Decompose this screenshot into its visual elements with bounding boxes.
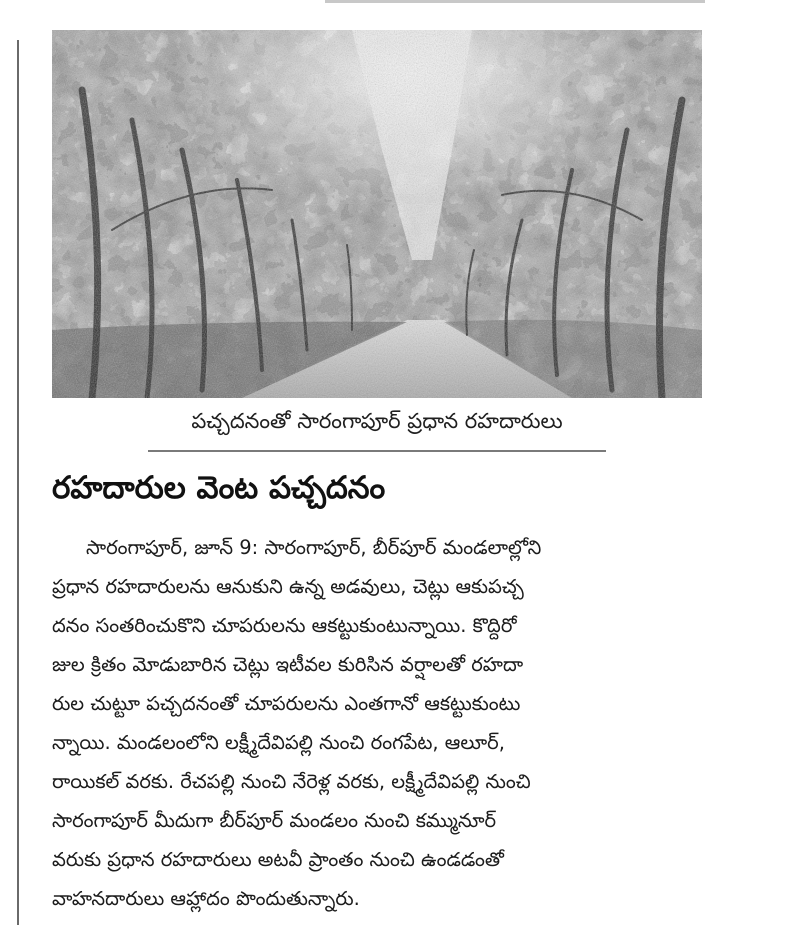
article-headline: రహదారుల వెంట పచ్చదనం [52,470,386,506]
body-line: ప్రధాన రహదారులను ఆనుకుని ఉన్న అడవులు, చెట్లు ఆకుపచ్చ [52,575,524,598]
forest-road-photo-art [52,30,702,398]
body-line: సారంగాపూర్ మీదుగా బీర్‌పూర్ మండలం నుంచి కమ్మునూర్ [52,809,497,832]
caption-divider [148,450,606,452]
body-line: రుల చుట్టూ పచ్చదనంతో చూపరులను ఎంతగానో ఆకట్టుకుంటు [52,692,521,715]
forest-road-photo [52,30,702,398]
column-divider [17,40,19,925]
previous-article-edge [325,0,705,3]
body-line: వాహనదారులు ఆహ్లాదం పొందుతున్నారు. [52,887,360,910]
body-line: దనం సంతరించుకొని చూపరులను ఆకట్టుకుంటున్నాయి. కొద్దిరో [52,614,517,637]
body-line: సారంగాపూర్, జూన్ 9: సారంగాపూర్, బీర్‌పూర్ మండలాల్లోని [86,536,542,559]
body-line: జుల క్రితం మోడుబారిన చెట్లు ఇటీవల కురిసిన వర్షాలతో రహదా [52,653,524,676]
photo-caption: పచ్చదనంతో సారంగాపూర్ ప్రధాన రహదారులు [191,409,563,433]
article-body [52,528,712,918]
body-line: రాయికల్ వరకు. రేచపల్లి నుంచి నేరెళ్ల వరకు, లక్ష్మీదేవిపల్లి నుంచి [52,770,531,793]
body-line: వరుకు ప్రధాన రహదారులు అటవీ ప్రాంతం నుంచి ఉండడంతో [52,848,504,871]
body-line: న్నాయి. మండలంలోని లక్ష్మీదేవిపల్లి నుంచి రంగపేట, ఆలూర్, [52,731,505,754]
